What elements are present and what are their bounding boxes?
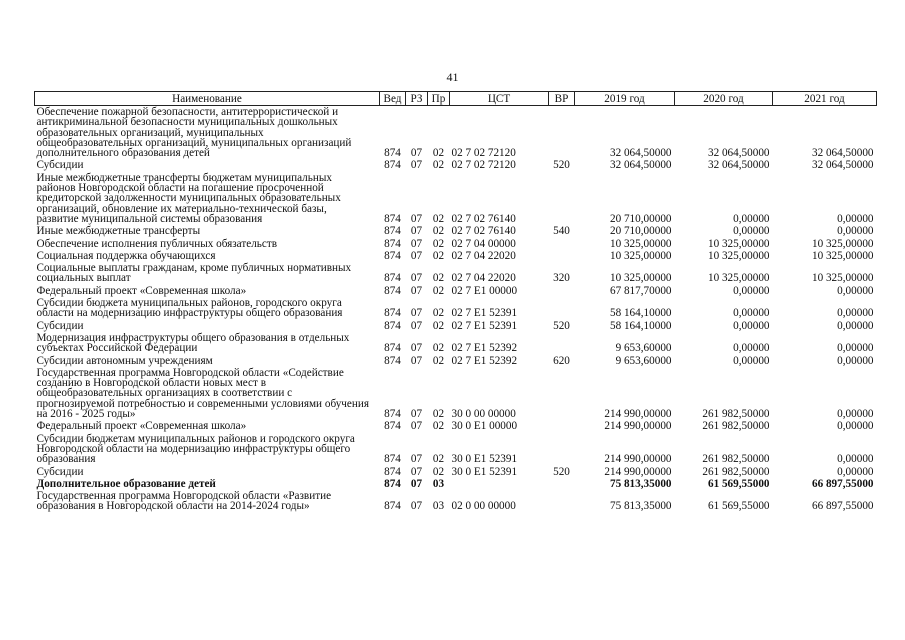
cell-pr: 02 bbox=[432, 147, 445, 160]
page-number: 41 bbox=[446, 70, 459, 84]
table-row bbox=[35, 332, 877, 355]
cell-2020: 32 064,50000 bbox=[707, 159, 770, 172]
cell-rz: 07 bbox=[410, 408, 423, 421]
table-row bbox=[35, 285, 877, 297]
cell-cst: 02 7 04 00000 bbox=[451, 237, 516, 250]
cell-rz: 07 bbox=[410, 284, 423, 297]
cell-ved: 874 bbox=[384, 249, 401, 262]
cell-cst: 02 7 04 22020 bbox=[451, 249, 516, 262]
cell-ved: 874 bbox=[384, 465, 401, 478]
cell-ved: 874 bbox=[384, 342, 401, 355]
cell-2019: 67 817,70000 bbox=[609, 284, 672, 297]
cell-name: Федеральный проект «Современная школа» bbox=[36, 284, 247, 297]
table-row bbox=[35, 250, 877, 262]
cell-2020: 61 569,55000 bbox=[707, 500, 770, 513]
header-2019: 2019 год bbox=[575, 92, 675, 106]
cell-2019: 214 990,00000 bbox=[604, 408, 672, 421]
cell-rz: 07 bbox=[410, 354, 423, 367]
cell-pr: 02 bbox=[432, 465, 445, 478]
cell-vr bbox=[549, 433, 575, 466]
cell-pr: 02 bbox=[432, 408, 445, 421]
cell-cst: 02 7 02 72120 bbox=[451, 159, 516, 172]
cell-name: Дополнительное образование детей bbox=[36, 477, 216, 490]
table-row bbox=[35, 478, 877, 490]
cell-name: Модернизация инфраструктуры общего образования в отдельных субъектах Российской Федерации bbox=[36, 331, 350, 355]
cell-cst: 30 0 00 00000 bbox=[451, 408, 516, 421]
cell-ved: 874 bbox=[384, 307, 401, 320]
cell-vr bbox=[549, 478, 575, 490]
cell-name: Социальные выплаты гражданам, кроме публичных нормативных социальных выплат bbox=[36, 262, 352, 285]
cell-pr: 02 bbox=[432, 319, 445, 332]
cell-ved: 874 bbox=[384, 420, 401, 433]
cell-2019: 9 653,60000 bbox=[615, 342, 672, 355]
cell-name: Государственная программа Новгородской области «Развитие образования в Новгородской области на 2014-2024 годы» bbox=[36, 490, 332, 513]
table-row bbox=[35, 433, 877, 466]
header-name: Наименование bbox=[35, 92, 380, 106]
cell-rz: 07 bbox=[410, 477, 423, 490]
cell-2021: 0,00000 bbox=[837, 307, 874, 320]
cell-vr bbox=[549, 420, 575, 432]
cell-ved: 874 bbox=[384, 408, 401, 421]
cell-vr bbox=[549, 106, 575, 160]
cell-cst: 02 7 E1 00000 bbox=[451, 284, 518, 297]
cell-cst: 02 7 02 76140 bbox=[451, 225, 516, 238]
cell-name: Обеспечение пожарной безопасности, антитеррористической и антикриминальной безопасности муниципальных дошкольных образовательных организаций, муниципальных общеобразовательных организаций, муниципальных организаций дополнительного образования детей bbox=[36, 106, 352, 160]
cell-2021: 0,00000 bbox=[837, 342, 874, 355]
cell-vr: 620 bbox=[553, 354, 570, 367]
cell-2019: 10 325,00000 bbox=[609, 249, 672, 262]
table-row bbox=[35, 490, 877, 513]
cell-2020: 32 064,50000 bbox=[707, 147, 770, 160]
cell-pr: 02 bbox=[432, 342, 445, 355]
cell-2021: 10 325,00000 bbox=[811, 249, 874, 262]
cell-ved: 874 bbox=[384, 477, 401, 490]
cell-rz: 07 bbox=[410, 307, 423, 320]
cell-2020: 0,00000 bbox=[733, 307, 770, 320]
cell-cst: 02 7 E1 52391 bbox=[451, 319, 518, 332]
cell-pr: 02 bbox=[432, 420, 445, 433]
table-row bbox=[35, 238, 877, 250]
cell-rz: 07 bbox=[410, 225, 423, 238]
table-row bbox=[35, 106, 877, 160]
cell-vr bbox=[549, 250, 575, 262]
cell-2021: 32 064,50000 bbox=[811, 159, 874, 172]
cell-ved: 874 bbox=[384, 354, 401, 367]
cell-rz: 07 bbox=[410, 159, 423, 172]
cell-rz: 07 bbox=[410, 237, 423, 250]
table-row bbox=[35, 159, 877, 171]
cell-rz: 07 bbox=[410, 272, 423, 285]
cell-vr bbox=[549, 490, 575, 513]
cell-2021: 0,00000 bbox=[837, 284, 874, 297]
cell-name: Субсидии bbox=[36, 319, 84, 332]
budget-table bbox=[34, 91, 877, 513]
cell-2021: 0,00000 bbox=[837, 408, 874, 421]
cell-vr bbox=[549, 367, 575, 420]
header-2020: 2020 год bbox=[675, 92, 773, 106]
header-ved: Вед bbox=[380, 92, 406, 106]
cell-vr bbox=[549, 297, 575, 320]
cell-2020: 0,00000 bbox=[733, 354, 770, 367]
cell-vr: 520 bbox=[553, 159, 570, 172]
cell-2021: 0,00000 bbox=[837, 319, 874, 332]
cell-2020: 10 325,00000 bbox=[707, 249, 770, 262]
table-row bbox=[35, 367, 877, 420]
cell-2020: 61 569,55000 bbox=[707, 477, 770, 490]
table-row bbox=[35, 172, 877, 225]
header-2021: 2021 год bbox=[773, 92, 877, 106]
cell-pr: 02 bbox=[432, 237, 445, 250]
cell-name: Иные межбюджетные трансферты bbox=[36, 225, 201, 238]
cell-ved: 874 bbox=[384, 147, 401, 160]
cell-2019: 75 813,35000 bbox=[609, 500, 672, 513]
cell-pr: 02 bbox=[432, 212, 445, 225]
table-row bbox=[35, 466, 877, 478]
cell-cst: 02 7 02 72120 bbox=[451, 147, 516, 160]
cell-vr bbox=[549, 238, 575, 250]
cell-name: Субсидии автономным учреждениям bbox=[36, 354, 213, 367]
cell-pr: 02 bbox=[432, 272, 445, 285]
cell-cst: 02 7 04 22020 bbox=[451, 272, 516, 285]
cell-2021: 0,00000 bbox=[837, 420, 874, 433]
cell-pr: 02 bbox=[432, 354, 445, 367]
cell-2019: 214 990,00000 bbox=[604, 453, 672, 466]
cell-2019: 214 990,00000 bbox=[604, 465, 672, 478]
cell-name: Субсидии bbox=[36, 465, 84, 478]
table-row bbox=[35, 297, 877, 320]
cell-vr bbox=[549, 172, 575, 225]
cell-ved: 874 bbox=[384, 237, 401, 250]
cell-rz: 07 bbox=[410, 500, 423, 513]
cell-2019: 20 710,00000 bbox=[609, 212, 672, 225]
cell-cst: 02 7 E1 52392 bbox=[451, 342, 518, 355]
cell-2021: 32 064,50000 bbox=[811, 147, 874, 160]
cell-vr bbox=[549, 285, 575, 297]
cell-2019: 10 325,00000 bbox=[609, 237, 672, 250]
cell-name: Обеспечение исполнения публичных обязательств bbox=[36, 237, 278, 250]
cell-rz: 07 bbox=[410, 342, 423, 355]
cell-ved: 874 bbox=[384, 225, 401, 238]
cell-pr: 02 bbox=[432, 249, 445, 262]
cell-2021: 10 325,00000 bbox=[811, 272, 874, 285]
cell-cst: 30 0 E1 52391 bbox=[451, 465, 518, 478]
cell-cst: 02 7 02 76140 bbox=[451, 212, 516, 225]
table-row bbox=[35, 262, 877, 285]
cell-rz: 07 bbox=[410, 212, 423, 225]
cell-2019: 9 653,60000 bbox=[615, 354, 672, 367]
cell-2021: 10 325,00000 bbox=[811, 237, 874, 250]
cell-rz: 07 bbox=[410, 249, 423, 262]
cell-name: Субсидии bbox=[36, 159, 84, 172]
cell-2019: 214 990,00000 bbox=[604, 420, 672, 433]
cell-rz: 07 bbox=[410, 319, 423, 332]
cell-vr: 540 bbox=[553, 225, 570, 238]
cell-2019: 75 813,35000 bbox=[609, 477, 672, 490]
cell-cst: 02 0 00 00000 bbox=[451, 500, 516, 513]
cell-2021: 0,00000 bbox=[837, 354, 874, 367]
cell-ved: 874 bbox=[384, 453, 401, 466]
cell-2020: 261 982,50000 bbox=[702, 465, 770, 478]
cell-2020: 0,00000 bbox=[733, 342, 770, 355]
cell-cst: 02 7 E1 52391 bbox=[451, 307, 518, 320]
cell-2020: 261 982,50000 bbox=[702, 420, 770, 433]
cell-2019: 20 710,00000 bbox=[609, 225, 672, 238]
cell-2020: 0,00000 bbox=[733, 212, 770, 225]
cell-name: Субсидии бюджетам муниципальных районов и городского округа Новгородской области на модернизацию инфраструктуры общего образования bbox=[36, 432, 355, 466]
cell-2021: 0,00000 bbox=[837, 212, 874, 225]
cell-name: Государственная программа Новгородской области «Содействие созданию в Новгородской области новых мест в общеобразовательных организациях в соответствии с прогнозируемой потребностью и современными условиями обучения на 2016 - 2025 годы» bbox=[36, 366, 370, 421]
cell-2021: 66 897,55000 bbox=[811, 500, 874, 513]
cell-2020: 0,00000 bbox=[733, 225, 770, 238]
cell-2021: 66 897,55000 bbox=[811, 477, 874, 490]
cell-cst: 30 0 E1 00000 bbox=[451, 420, 518, 433]
cell-2019: 58 164,10000 bbox=[609, 307, 672, 320]
cell-vr: 320 bbox=[553, 272, 570, 285]
cell-name: Иные межбюджетные трансферты бюджетам муниципальных районов Новгородской области на погашение просроченной кредиторской задолженности муниципальных образовательных организаций, обновление их материально-технической базы, развитие муниципальной системы образования bbox=[36, 171, 341, 225]
cell-pr: 03 bbox=[432, 500, 445, 513]
cell-ved: 874 bbox=[384, 319, 401, 332]
cell-pr: 02 bbox=[432, 225, 445, 238]
header-vr: ВР bbox=[549, 92, 575, 106]
cell-ved: 874 bbox=[384, 500, 401, 513]
cell-name: Субсидии бюджета муниципальных районов, городского округа области на модернизацию инфраструктуры общего образования bbox=[36, 297, 343, 320]
cell-rz: 07 bbox=[410, 420, 423, 433]
cell-name: Федеральный проект «Современная школа» bbox=[36, 420, 247, 433]
cell-ved: 874 bbox=[384, 284, 401, 297]
cell-cst: 30 0 E1 52391 bbox=[451, 453, 518, 466]
cell-cst bbox=[450, 478, 549, 490]
cell-pr: 03 bbox=[432, 477, 445, 490]
cell-ved: 874 bbox=[384, 212, 401, 225]
cell-pr: 02 bbox=[432, 453, 445, 466]
cell-2019: 58 164,10000 bbox=[609, 319, 672, 332]
cell-rz: 07 bbox=[410, 147, 423, 160]
cell-vr bbox=[549, 332, 575, 355]
cell-name: Социальная поддержка обучающихся bbox=[36, 249, 216, 262]
cell-2021: 0,00000 bbox=[837, 465, 874, 478]
cell-ved: 874 bbox=[384, 159, 401, 172]
table-header-row bbox=[35, 92, 877, 106]
cell-pr: 02 bbox=[432, 307, 445, 320]
cell-2019: 32 064,50000 bbox=[609, 147, 672, 160]
table-body bbox=[35, 106, 877, 513]
cell-rz: 07 bbox=[410, 465, 423, 478]
cell-2020: 261 982,50000 bbox=[702, 408, 770, 421]
cell-vr: 520 bbox=[553, 465, 570, 478]
cell-pr: 02 bbox=[432, 159, 445, 172]
table-row bbox=[35, 355, 877, 367]
header-pr: Пр bbox=[428, 92, 450, 106]
header-rz: РЗ bbox=[406, 92, 428, 106]
header-cst: ЦСТ bbox=[450, 92, 549, 106]
cell-pr: 02 bbox=[432, 284, 445, 297]
cell-vr: 520 bbox=[553, 319, 570, 332]
cell-rz: 07 bbox=[410, 453, 423, 466]
table-row bbox=[35, 320, 877, 332]
table-row bbox=[35, 225, 877, 237]
cell-2020: 261 982,50000 bbox=[702, 453, 770, 466]
cell-2020: 10 325,00000 bbox=[707, 237, 770, 250]
cell-cst: 02 7 E1 52392 bbox=[451, 354, 518, 367]
cell-2020: 0,00000 bbox=[733, 284, 770, 297]
cell-2021: 0,00000 bbox=[837, 453, 874, 466]
cell-ved: 874 bbox=[384, 272, 401, 285]
cell-2020: 10 325,00000 bbox=[707, 272, 770, 285]
cell-2019: 32 064,50000 bbox=[609, 159, 672, 172]
cell-2021: 0,00000 bbox=[837, 225, 874, 238]
cell-2020: 0,00000 bbox=[733, 319, 770, 332]
cell-2019: 10 325,00000 bbox=[609, 272, 672, 285]
table-row bbox=[35, 420, 877, 432]
